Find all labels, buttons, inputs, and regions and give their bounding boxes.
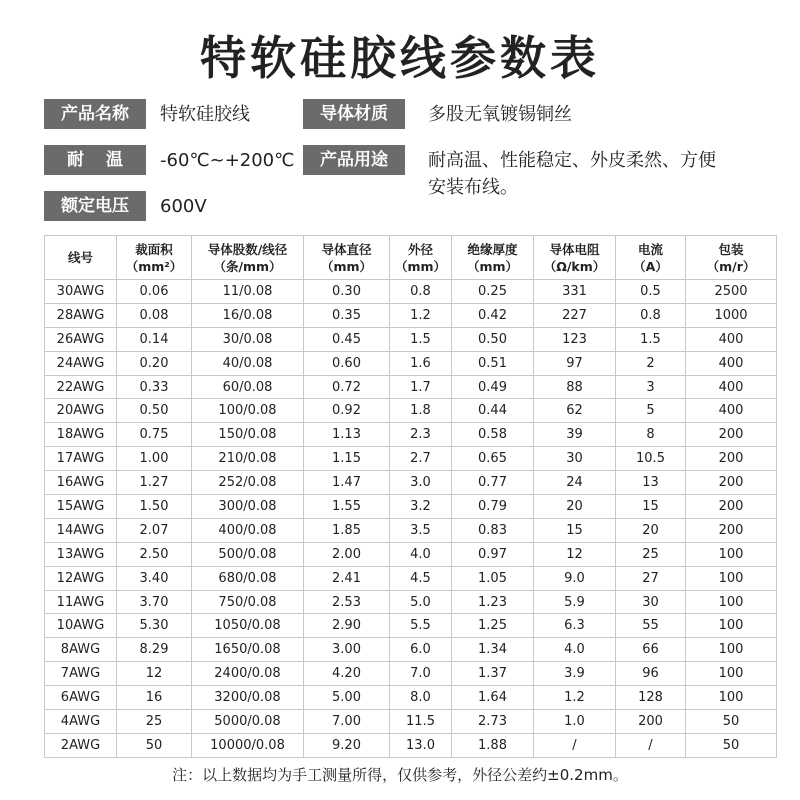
- usage-value-line2: 安装布线。: [428, 177, 518, 198]
- table-cell: 0.50: [452, 327, 534, 351]
- table-cell: 1.55: [304, 495, 390, 519]
- table-cell: 227: [534, 303, 616, 327]
- table-cell: 0.08: [117, 303, 192, 327]
- table-cell: 16/0.08: [192, 303, 304, 327]
- table-cell: 50: [686, 710, 777, 734]
- table-cell: 2.3: [390, 423, 452, 447]
- table-cell: 200: [686, 447, 777, 471]
- table-cell: 1.50: [117, 495, 192, 519]
- table-cell: 62: [534, 399, 616, 423]
- table-cell: 2.41: [304, 566, 390, 590]
- table-cell: 400: [686, 351, 777, 375]
- table-header-row: [45, 236, 777, 280]
- table-cell: 2.07: [117, 518, 192, 542]
- table-cell: 100: [686, 566, 777, 590]
- header-awg: 线号: [45, 236, 117, 280]
- temp-label: 耐温: [44, 145, 146, 175]
- table-cell: 97: [534, 351, 616, 375]
- table-cell: 18AWG: [45, 423, 117, 447]
- table-cell: 39: [534, 423, 616, 447]
- table-cell: 2.53: [304, 590, 390, 614]
- header-strands: 导体股数/线径 （条/mm）: [192, 236, 304, 280]
- table-cell: 0.25: [452, 280, 534, 304]
- table-row: [45, 542, 777, 566]
- table-cell: 210/0.08: [192, 447, 304, 471]
- voltage-value: 600V: [160, 196, 207, 217]
- table-cell: 1.27: [117, 471, 192, 495]
- table-cell: 2: [616, 351, 686, 375]
- table-cell: 6AWG: [45, 686, 117, 710]
- table-cell: 0.33: [117, 375, 192, 399]
- table-cell: 252/0.08: [192, 471, 304, 495]
- table-cell: 1.37: [452, 662, 534, 686]
- table-cell: 9.20: [304, 733, 390, 757]
- table-cell: 3.9: [534, 662, 616, 686]
- table-cell: 15: [616, 495, 686, 519]
- table-cell: 3: [616, 375, 686, 399]
- table-row: [45, 423, 777, 447]
- parameter-table: [44, 235, 777, 758]
- page-title: 特软硅胶线参数表: [200, 31, 600, 85]
- table-row: [45, 733, 777, 757]
- table-cell: 5.5: [390, 614, 452, 638]
- table-cell: 1.2: [534, 686, 616, 710]
- table-cell: 680/0.08: [192, 566, 304, 590]
- table-cell: 13: [616, 471, 686, 495]
- table-cell: 5000/0.08: [192, 710, 304, 734]
- table-cell: 0.75: [117, 423, 192, 447]
- table-cell: 3.2: [390, 495, 452, 519]
- product-name-label: 产品名称: [44, 99, 146, 129]
- table-cell: 0.83: [452, 518, 534, 542]
- table-row: [45, 280, 777, 304]
- table-row: [45, 614, 777, 638]
- table-cell: 3200/0.08: [192, 686, 304, 710]
- table-cell: 8.29: [117, 638, 192, 662]
- table-cell: 2400/0.08: [192, 662, 304, 686]
- table-cell: 0.20: [117, 351, 192, 375]
- table-cell: 55: [616, 614, 686, 638]
- conductor-label: 导体材质: [303, 99, 405, 129]
- table-cell: 2.50: [117, 542, 192, 566]
- table-cell: 1.6: [390, 351, 452, 375]
- table-cell: 1.05: [452, 566, 534, 590]
- table-cell: 200: [686, 471, 777, 495]
- table-cell: 1.0: [534, 710, 616, 734]
- table-cell: 20: [534, 495, 616, 519]
- table-cell: 15AWG: [45, 495, 117, 519]
- table-cell: 0.14: [117, 327, 192, 351]
- table-cell: 14AWG: [45, 518, 117, 542]
- table-cell: 4.0: [390, 542, 452, 566]
- table-cell: 0.35: [304, 303, 390, 327]
- table-cell: 25: [616, 542, 686, 566]
- table-cell: 5.30: [117, 614, 192, 638]
- table-row: [45, 566, 777, 590]
- table-cell: 28AWG: [45, 303, 117, 327]
- table-cell: 128: [616, 686, 686, 710]
- conductor-value: 多股无氧镀锡铜丝: [428, 104, 572, 125]
- table-cell: 0.72: [304, 375, 390, 399]
- table-cell: 12AWG: [45, 566, 117, 590]
- table-cell: /: [616, 733, 686, 757]
- table-cell: 750/0.08: [192, 590, 304, 614]
- table-cell: 200: [616, 710, 686, 734]
- table-cell: 10AWG: [45, 614, 117, 638]
- table-cell: 200: [686, 518, 777, 542]
- table-cell: 20: [616, 518, 686, 542]
- table-cell: 7AWG: [45, 662, 117, 686]
- header-conductor-diameter: 导体直径 （mm）: [304, 236, 390, 280]
- table-cell: 1.2: [390, 303, 452, 327]
- table-cell: 100: [686, 590, 777, 614]
- table-cell: 2.73: [452, 710, 534, 734]
- table-cell: 5.0: [390, 590, 452, 614]
- table-cell: 5.9: [534, 590, 616, 614]
- table-row: [45, 590, 777, 614]
- header-resistance: 导体电阻 （Ω/km）: [534, 236, 616, 280]
- table-cell: 20AWG: [45, 399, 117, 423]
- table-cell: 3.5: [390, 518, 452, 542]
- table-cell: 8.0: [390, 686, 452, 710]
- table-cell: 0.97: [452, 542, 534, 566]
- usage-label: 产品用途: [303, 145, 405, 175]
- table-cell: 1.00: [117, 447, 192, 471]
- header-area: 裁面积 （mm²）: [117, 236, 192, 280]
- table-row: [45, 710, 777, 734]
- table-row: [45, 399, 777, 423]
- table-cell: 1.34: [452, 638, 534, 662]
- table-cell: 8AWG: [45, 638, 117, 662]
- table-cell: 1.5: [390, 327, 452, 351]
- table-cell: 1.8: [390, 399, 452, 423]
- table-cell: 26AWG: [45, 327, 117, 351]
- table-cell: 0.58: [452, 423, 534, 447]
- table-cell: 50: [117, 733, 192, 757]
- table-row: [45, 447, 777, 471]
- table-cell: 1.23: [452, 590, 534, 614]
- table-cell: 100: [686, 542, 777, 566]
- table-cell: 200: [686, 495, 777, 519]
- table-cell: 100: [686, 662, 777, 686]
- table-cell: 1.47: [304, 471, 390, 495]
- table-body: [45, 280, 777, 758]
- table-cell: 0.50: [117, 399, 192, 423]
- table-cell: 1050/0.08: [192, 614, 304, 638]
- table-cell: 11.5: [390, 710, 452, 734]
- table-cell: 10.5: [616, 447, 686, 471]
- table-cell: 15: [534, 518, 616, 542]
- table-cell: 5.00: [304, 686, 390, 710]
- table-cell: 0.65: [452, 447, 534, 471]
- table-cell: 0.77: [452, 471, 534, 495]
- table-cell: 0.30: [304, 280, 390, 304]
- table-cell: 0.8: [390, 280, 452, 304]
- header-outer-diameter: 外径 （mm）: [390, 236, 452, 280]
- table-cell: 1000: [686, 303, 777, 327]
- table-cell: 123: [534, 327, 616, 351]
- table-cell: 0.60: [304, 351, 390, 375]
- table-cell: 1.64: [452, 686, 534, 710]
- table-cell: 1.5: [616, 327, 686, 351]
- table-cell: 2.90: [304, 614, 390, 638]
- table-cell: 1650/0.08: [192, 638, 304, 662]
- table-cell: 4AWG: [45, 710, 117, 734]
- table-cell: 4.5: [390, 566, 452, 590]
- table-cell: 0.8: [616, 303, 686, 327]
- table-cell: 3.40: [117, 566, 192, 590]
- table-row: [45, 518, 777, 542]
- table-cell: 10000/0.08: [192, 733, 304, 757]
- temp-value: -60℃~+200℃: [160, 150, 295, 171]
- table-row: [45, 662, 777, 686]
- table-cell: 0.44: [452, 399, 534, 423]
- table-cell: 16: [117, 686, 192, 710]
- table-cell: 30: [534, 447, 616, 471]
- table-cell: 1.85: [304, 518, 390, 542]
- table-cell: 3.0: [390, 471, 452, 495]
- table-cell: 2.7: [390, 447, 452, 471]
- table-cell: 24: [534, 471, 616, 495]
- table-cell: 0.92: [304, 399, 390, 423]
- table-cell: 400/0.08: [192, 518, 304, 542]
- table-cell: 4.0: [534, 638, 616, 662]
- footnote: 注：以上数据均为手工测量所得，仅供参考，外径公差约±0.2mm。: [172, 766, 628, 784]
- table-cell: 13.0: [390, 733, 452, 757]
- table-row: [45, 327, 777, 351]
- table-cell: 11AWG: [45, 590, 117, 614]
- table-cell: 1.15: [304, 447, 390, 471]
- table-cell: 0.5: [616, 280, 686, 304]
- table-cell: /: [534, 733, 616, 757]
- table-cell: 0.06: [117, 280, 192, 304]
- table-cell: 500/0.08: [192, 542, 304, 566]
- table-cell: 7.0: [390, 662, 452, 686]
- table-cell: 6.3: [534, 614, 616, 638]
- table-cell: 1.13: [304, 423, 390, 447]
- table-cell: 6.0: [390, 638, 452, 662]
- table-cell: 200: [686, 423, 777, 447]
- table-cell: 96: [616, 662, 686, 686]
- table-cell: 12: [534, 542, 616, 566]
- table-cell: 150/0.08: [192, 423, 304, 447]
- table-cell: 0.42: [452, 303, 534, 327]
- table-cell: 27: [616, 566, 686, 590]
- table-row: [45, 471, 777, 495]
- table-cell: 11/0.08: [192, 280, 304, 304]
- table-cell: 30: [616, 590, 686, 614]
- table-row: [45, 375, 777, 399]
- table-cell: 400: [686, 327, 777, 351]
- table-cell: 0.79: [452, 495, 534, 519]
- table-cell: 1.88: [452, 733, 534, 757]
- table-cell: 0.49: [452, 375, 534, 399]
- table-cell: 100: [686, 638, 777, 662]
- table-cell: 17AWG: [45, 447, 117, 471]
- table-cell: 40/0.08: [192, 351, 304, 375]
- table-cell: 50: [686, 733, 777, 757]
- table-cell: 5: [616, 399, 686, 423]
- table-cell: 4.20: [304, 662, 390, 686]
- table-cell: 13AWG: [45, 542, 117, 566]
- table-cell: 66: [616, 638, 686, 662]
- table-cell: 2.00: [304, 542, 390, 566]
- table-cell: 88: [534, 375, 616, 399]
- table-cell: 2AWG: [45, 733, 117, 757]
- table-cell: 100/0.08: [192, 399, 304, 423]
- table-row: [45, 303, 777, 327]
- voltage-label: 额定电压: [44, 191, 146, 221]
- header-current: 电流 （A）: [616, 236, 686, 280]
- table-row: [45, 495, 777, 519]
- table-cell: 0.51: [452, 351, 534, 375]
- table-cell: 2500: [686, 280, 777, 304]
- table-cell: 24AWG: [45, 351, 117, 375]
- table-cell: 7.00: [304, 710, 390, 734]
- usage-value-line1: 耐高温、性能稳定、外皮柔然、方便: [428, 150, 716, 171]
- table-row: [45, 638, 777, 662]
- header-packaging: 包装 （m/r）: [686, 236, 777, 280]
- table-cell: 8: [616, 423, 686, 447]
- table-row: [45, 351, 777, 375]
- table-cell: 300/0.08: [192, 495, 304, 519]
- table-row: [45, 686, 777, 710]
- table-cell: 9.0: [534, 566, 616, 590]
- table-cell: 1.7: [390, 375, 452, 399]
- table-cell: 30/0.08: [192, 327, 304, 351]
- table-cell: 400: [686, 375, 777, 399]
- table-cell: 3.00: [304, 638, 390, 662]
- table-cell: 3.70: [117, 590, 192, 614]
- table-cell: 16AWG: [45, 471, 117, 495]
- table-cell: 22AWG: [45, 375, 117, 399]
- usage-value: [428, 147, 716, 201]
- table-cell: 100: [686, 614, 777, 638]
- table-cell: 12: [117, 662, 192, 686]
- table-cell: 1.25: [452, 614, 534, 638]
- product-name-value: 特软硅胶线: [160, 104, 250, 125]
- table-cell: 100: [686, 686, 777, 710]
- table-cell: 0.45: [304, 327, 390, 351]
- table-cell: 30AWG: [45, 280, 117, 304]
- table-cell: 400: [686, 399, 777, 423]
- header-insulation: 绝缘厚度 （mm）: [452, 236, 534, 280]
- table-cell: 60/0.08: [192, 375, 304, 399]
- table-cell: 331: [534, 280, 616, 304]
- table-cell: 25: [117, 710, 192, 734]
